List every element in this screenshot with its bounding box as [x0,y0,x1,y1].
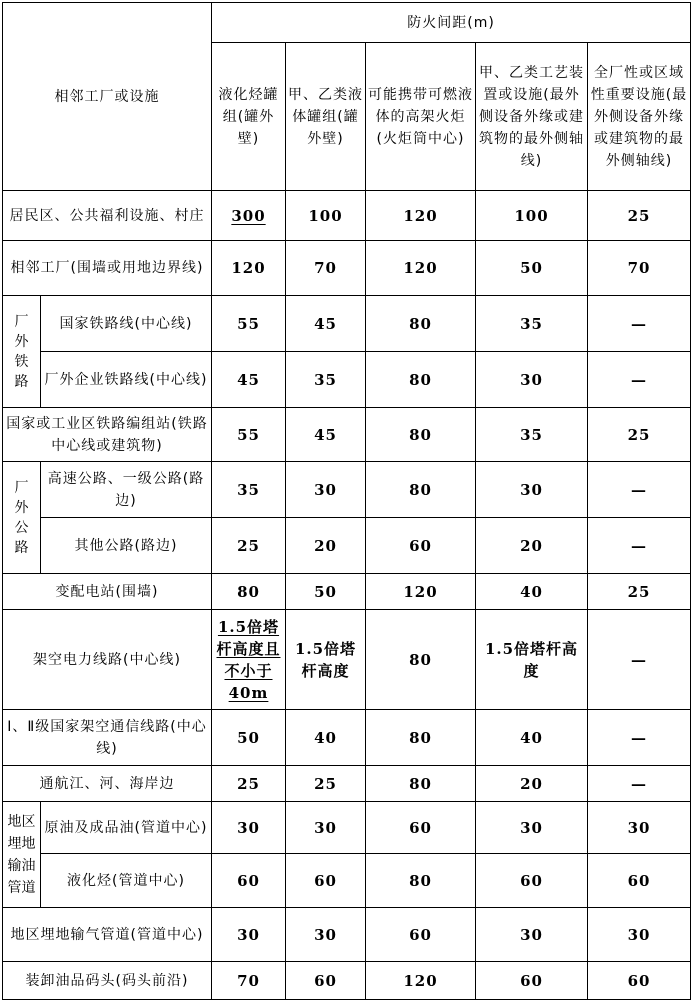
cell-value: 80 [366,610,476,710]
header-col-flare: 可能携带可燃液体的高架火炬(火炬筒中心) [366,43,476,191]
table-row [3,710,691,766]
cell-value: 30 [212,908,286,962]
cell-value: 60 [476,962,588,1000]
table-row [3,610,691,710]
table-row [3,352,691,408]
cell-value: 30 [476,802,588,854]
row-label: 变配电站(围墙) [3,574,212,610]
cell-value: 1.5倍塔杆高度 [476,610,588,710]
cell-value: 60 [286,962,366,1000]
cell-value: 70 [286,241,366,296]
header-col-process-unit: 甲、乙类工艺装置或设施(最外侧设备外缘或建筑物的最外侧轴线) [476,43,588,191]
cell-value: 80 [366,854,476,908]
cell-value: 30 [588,908,691,962]
table-row [3,462,691,518]
cell-value: 1.5倍塔杆高度且不小于40m [212,610,286,710]
cell-value: 80 [212,574,286,610]
row-label: 高速公路、一级公路(路边) [41,462,212,518]
cell-value: 25 [588,408,691,462]
cell-value: 35 [212,462,286,518]
fire-spacing-table [2,2,691,1000]
cell-value: 120 [212,241,286,296]
group-label-road: 厂外公路 [3,462,41,574]
row-label: 厂外企业铁路线(中心线) [41,352,212,408]
cell-value: 35 [476,408,588,462]
cell-value: 50 [476,241,588,296]
cell-value: 20 [286,518,366,574]
cell-value: 40 [476,574,588,610]
table-row [3,802,691,854]
row-label: 相邻工厂(围墙或用地边界线) [3,241,212,296]
cell-value: 60 [366,908,476,962]
table-row [3,766,691,802]
header-row-top [3,3,691,43]
cell-value: 300 [212,191,286,241]
cell-value: 45 [212,352,286,408]
cell-value: — [588,462,691,518]
cell-value: 20 [476,518,588,574]
cell-value: 120 [366,191,476,241]
table-row [3,854,691,908]
header-col-lpg-tank: 液化烃罐组(罐外壁) [212,43,286,191]
cell-value: 30 [476,352,588,408]
cell-value: 20 [476,766,588,802]
cell-value: 55 [212,408,286,462]
row-label: 原油及成品油(管道中心) [41,802,212,854]
cell-value: 25 [212,766,286,802]
cell-value: 60 [366,518,476,574]
row-label: 通航江、河、海岸边 [3,766,212,802]
cell-value: — [588,766,691,802]
cell-value: 70 [212,962,286,1000]
cell-value: 120 [366,574,476,610]
cell-value: 55 [212,296,286,352]
cell-value: 100 [476,191,588,241]
cell-value: 30 [286,802,366,854]
cell-value: 50 [286,574,366,610]
cell-value: 80 [366,462,476,518]
cell-value: — [588,352,691,408]
cell-value: 60 [476,854,588,908]
header-col-liquid-tank: 甲、乙类液体罐组(罐外壁) [286,43,366,191]
row-label: 其他公路(路边) [41,518,212,574]
cell-value: 80 [366,766,476,802]
header-col-key-facility: 全厂性或区域性重要设施(最外侧设备外缘或建筑物的最外侧轴线) [588,43,691,191]
cell-value: 60 [366,802,476,854]
row-label: 液化烃(管道中心) [41,854,212,908]
table-row [3,908,691,962]
cell-value: 40 [286,710,366,766]
table-row [3,408,691,462]
cell-value: 60 [588,854,691,908]
cell-value: 35 [476,296,588,352]
cell-value: 60 [212,854,286,908]
table-row [3,518,691,574]
cell-value: 60 [286,854,366,908]
header-facility: 相邻工厂或设施 [3,3,212,191]
cell-value: — [588,518,691,574]
cell-value: 30 [588,802,691,854]
row-label: 居民区、公共福利设施、村庄 [3,191,212,241]
group-label-oil-pipeline: 地区埋地输油管道 [3,802,41,908]
cell-value: 25 [286,766,366,802]
cell-value: 80 [366,296,476,352]
row-label: 国家铁路线(中心线) [41,296,212,352]
cell-value: 70 [588,241,691,296]
cell-value: 30 [476,908,588,962]
row-label: Ⅰ、Ⅱ级国家架空通信线路(中心线) [3,710,212,766]
cell-value: 120 [366,962,476,1000]
cell-value: 1.5倍塔杆高度 [286,610,366,710]
cell-value: 25 [588,191,691,241]
cell-value: 35 [286,352,366,408]
cell-value: 45 [286,296,366,352]
cell-value: 50 [212,710,286,766]
cell-value: 30 [286,908,366,962]
cell-value: 30 [212,802,286,854]
cell-value: — [588,610,691,710]
cell-value: — [588,710,691,766]
header-group-title: 防火间距(m) [212,3,691,43]
table-row [3,574,691,610]
cell-value: 60 [588,962,691,1000]
cell-value: 25 [212,518,286,574]
cell-value: 30 [476,462,588,518]
cell-value: 80 [366,710,476,766]
cell-value: 80 [366,352,476,408]
table-row [3,296,691,352]
row-label: 装卸油品码头(码头前沿) [3,962,212,1000]
row-label: 架空电力线路(中心线) [3,610,212,710]
table-row [3,191,691,241]
row-label: 国家或工业区铁路编组站(铁路中心线或建筑物) [3,408,212,462]
group-label-railway: 厂外铁路 [3,296,41,408]
cell-value: 80 [366,408,476,462]
cell-value: 30 [286,462,366,518]
cell-value: 25 [588,574,691,610]
table-row [3,241,691,296]
cell-value: 100 [286,191,366,241]
cell-value: 45 [286,408,366,462]
cell-value: 40 [476,710,588,766]
cell-value: 120 [366,241,476,296]
table-row [3,962,691,1000]
cell-value: — [588,296,691,352]
row-label: 地区埋地输气管道(管道中心) [3,908,212,962]
